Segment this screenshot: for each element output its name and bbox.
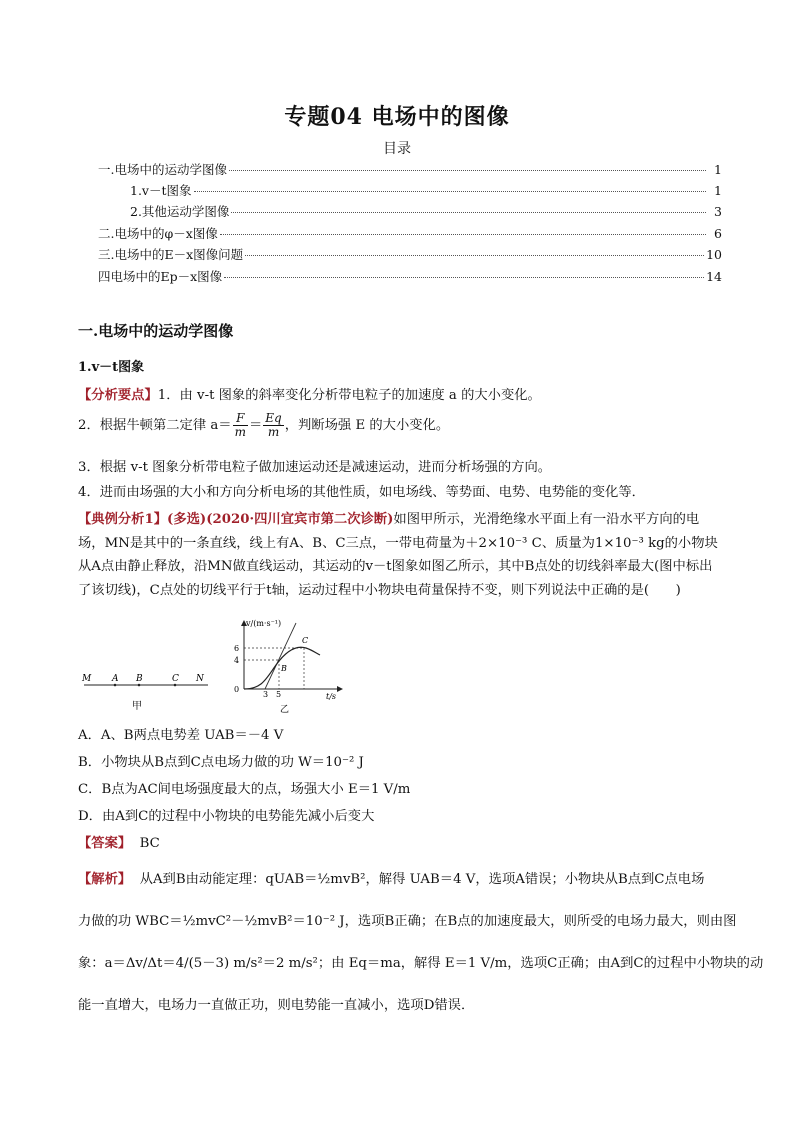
tick-label-5: 5	[276, 690, 282, 699]
tick-label-0: 0	[234, 685, 240, 694]
analysis-line-1: 【解析】 从A到B由动能定理：qUAB＝½mvB²，解得 UAB＝4 V，选项A错误；小物块从B点到C点电场	[78, 872, 705, 887]
option-d: D．由A到C的过程中小物块的电势能先减小后变大	[78, 809, 375, 824]
tick-label-4: 4	[234, 656, 240, 665]
figure-caption-yi: 乙	[280, 705, 290, 715]
toc-entry[interactable]	[130, 202, 722, 220]
toc-entry-label: 二.电场中的φ－x图像	[98, 226, 218, 241]
option-a: A．A、B两点电势差 UAB＝－4 V	[78, 728, 284, 743]
page-title: 专题04 电场中的图像	[284, 104, 510, 130]
analysis-point-2: 2．根据牛顿第二定律 a＝ $\frac{F}{m}$ ＝ $\frac{Eq}{m}$ ，判断场强 E 的大小变化。	[78, 411, 450, 439]
answer	[78, 832, 160, 851]
tick-label-6: 6	[234, 644, 240, 653]
figure-caption-jia: 甲	[132, 701, 142, 712]
toc-entry[interactable]	[130, 181, 722, 199]
toc-entry-label: 一.电场中的运动学图像	[98, 162, 227, 177]
toc-entry[interactable]	[98, 267, 722, 285]
point-label-a: A	[112, 674, 119, 684]
toc-entry-page: 1	[714, 162, 722, 177]
figure-jia	[78, 665, 218, 715]
subsection-heading: 1.v－t图象	[78, 360, 145, 375]
point-label-m: M	[82, 674, 92, 684]
toc-entry-page: 14	[706, 269, 722, 284]
toc-entry-label: 四电场中的Ep－x图像	[98, 269, 223, 284]
toc-entry[interactable]	[98, 224, 722, 242]
axis-label-v: v/(m·s⁻¹)	[246, 619, 282, 628]
option-c: C．B点为AC间电场强度最大的点，场强大小 E＝1 V/m	[78, 782, 411, 797]
example-problem	[78, 508, 722, 602]
answer-value: BC	[139, 836, 160, 851]
toc-entry-label: 三.电场中的E－x图像问题	[98, 247, 244, 262]
toc-entry-page: 6	[714, 226, 722, 241]
toc-entry[interactable]	[98, 160, 722, 178]
curve-point-c: C	[302, 636, 309, 645]
axis-label-t: t/s	[326, 692, 337, 701]
analysis-line-2: 力做的功 WBC＝½mvC²－½mvB²＝10⁻² J，选项B正确；在B点的加速度最大，则所受的电场力最大，则由图	[78, 914, 737, 929]
section-heading: 一.电场中的运动学图像	[78, 322, 234, 340]
toc-entry[interactable]	[98, 245, 722, 263]
points-tag: 【分析要点】	[78, 388, 158, 403]
analysis-tag: 【解析】	[78, 872, 132, 887]
option-b: B．小物块从B点到C点电场力做的功 W＝10⁻² J	[78, 755, 364, 770]
example-text: 如图甲所示，光滑绝缘水平面上有一沿水平方向的电场，MN是其中的一条直线，线上有A、B、C三点，一带电荷量为＋2×10⁻³ C、质量为1×10⁻³ kg的小物块从A点由静止释放，沿MN做直线运动，其运动的v－t图象如图乙所示，其中B点处的切线斜率最大(图中标出了该切线)，C点处的切线平行于t轴，运动过程中小物块电荷量保持不变，则下列说法中正确的是( )	[78, 512, 718, 598]
answer-tag: 【答案】	[78, 836, 132, 851]
toc-heading: 目录	[383, 141, 411, 157]
tick-label-3: 3	[263, 690, 269, 699]
figure-yi	[228, 617, 348, 717]
toc-entry-page: 1	[714, 183, 722, 198]
analysis-point-1: 【分析要点】1．由 v-t 图象的斜率变化分析带电粒子的加速度 a 的大小变化。	[78, 388, 541, 403]
analysis-line-3: 象：a＝Δv/Δt＝4/(5－3) m/s²＝2 m/s²；由 Eq＝ma，解得 E＝1 V/m，选项C正确；由A到C的过程中小物块的动	[78, 956, 764, 971]
example-tag: 【典例分析1】(多选)(2020·四川宜宾市第二次诊断)	[78, 512, 394, 527]
toc-entry-page: 3	[714, 204, 722, 219]
point-label-b: B	[136, 674, 143, 684]
toc-entry-label: 2.其他运动学图像	[130, 204, 230, 219]
analysis-point-4: 4．进而由场强的大小和方向分析电场的其他性质，如电场线、等势面、电势、电势能的变化等．	[78, 485, 645, 500]
point-label-c: C	[172, 674, 179, 684]
toc-entry-label: 1.v－t图象	[130, 183, 192, 198]
analysis-line-4: 能一直增大，电场力一直做正功，则电势能一直减小，选项D错误．	[78, 998, 475, 1013]
point-label-n: N	[196, 674, 204, 684]
analysis-point-3: 3．根据 v-t 图象分析带电粒子做加速运动还是减速运动，进而分析场强的方向。	[78, 460, 552, 475]
toc-entry-page: 10	[706, 247, 722, 262]
curve-point-b: B	[281, 664, 287, 673]
